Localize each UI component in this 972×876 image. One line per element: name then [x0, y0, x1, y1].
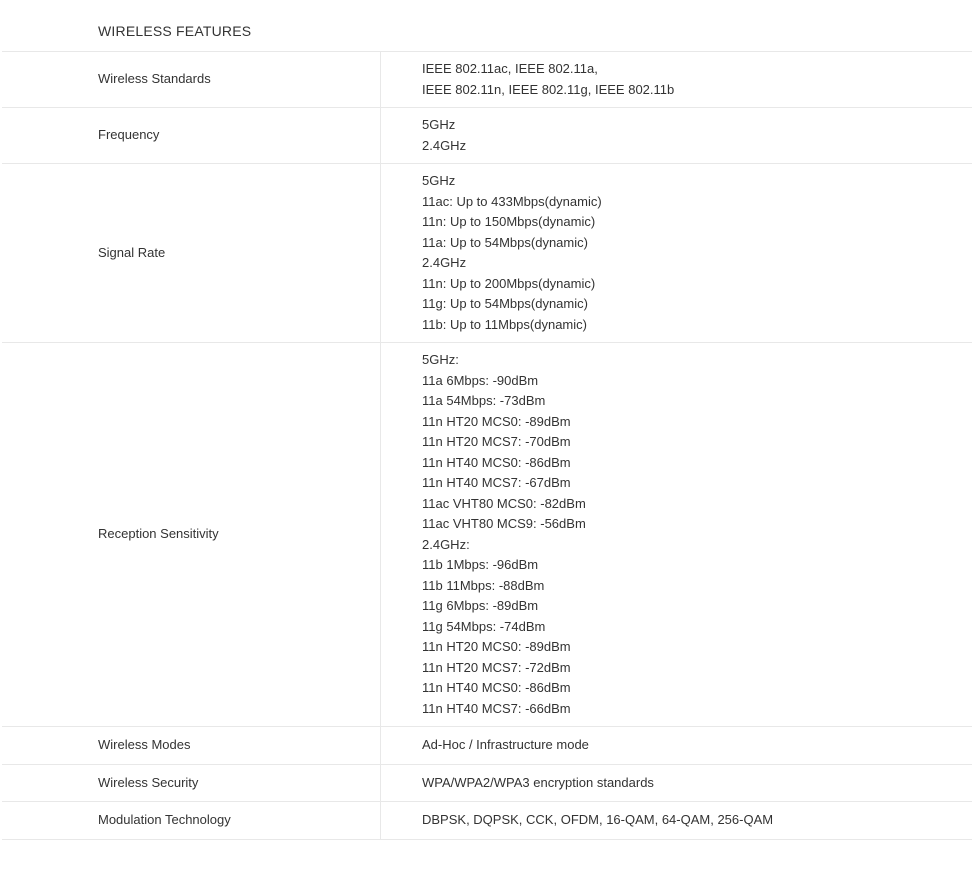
spec-table [2, 51, 972, 840]
spec-value-line: 2.4GHz [422, 137, 467, 153]
spec-row [2, 802, 972, 840]
spec-value [381, 802, 972, 840]
spec-value [381, 52, 972, 108]
spec-value [381, 108, 972, 164]
spec-label: Reception Sensitivity [2, 343, 381, 727]
spec-value [381, 164, 972, 343]
spec-value-line: 11ac: Up to 433Mbps(dynamic) [422, 193, 602, 209]
spec-value-line: 11g: Up to 54Mbps(dynamic) [422, 296, 588, 311]
spec-label: Signal Rate [2, 164, 381, 343]
spec-value-line: 11n: Up to 150Mbps(dynamic) [422, 214, 596, 229]
spec-value [381, 727, 972, 765]
spec-value-line: 11ac VHT80 MCS0: -82dBm [422, 495, 586, 511]
spec-value-line: 11ac VHT80 MCS9: -56dBm [422, 516, 586, 531]
spec-value-line: IEEE 802.11ac, IEEE 802.11a, [422, 61, 598, 76]
spec-value-line: 11a 6Mbps: -90dBm [422, 372, 539, 388]
spec-value-line: 11n HT40 MCS7: -66dBm [422, 700, 571, 716]
spec-row [2, 52, 972, 108]
spec-value-line: 11n HT20 MCS7: -70dBm [422, 434, 571, 449]
spec-row [2, 764, 972, 802]
spec-value-line: 11g 54Mbps: -74dBm [422, 618, 546, 634]
spec-value-line: 2.4GHz: [422, 536, 470, 552]
spec-row [2, 727, 972, 765]
spec-row [2, 108, 972, 164]
spec-value-line: 11b 1Mbps: -96dBm [422, 557, 539, 572]
spec-value-line: DBPSK, DQPSK, CCK, OFDM, 16-QAM, 64-QAM, 256-QAM [422, 812, 774, 827]
section-title: WIRELESS FEATURES [98, 23, 252, 39]
spec-value-line: 5GHz [422, 117, 456, 132]
spec-label: Wireless Standards [2, 52, 381, 108]
spec-value-line: 11n HT20 MCS0: -89dBm [422, 639, 571, 654]
spec-row [2, 164, 972, 343]
spec-value-line: 11n HT40 MCS0: -86dBm [422, 680, 571, 695]
spec-value-line: 11a 54Mbps: -73dBm [422, 393, 546, 408]
spec-value-line: 11n HT40 MCS7: -67dBm [422, 475, 571, 490]
spec-value-line: 11a: Up to 54Mbps(dynamic) [422, 234, 588, 250]
spec-value-line: 2.4GHz [422, 255, 467, 270]
spec-value-line: 5GHz [422, 173, 456, 188]
spec-value [381, 343, 972, 727]
spec-table-body [2, 52, 972, 840]
spec-value-line: Ad-Hoc / Infrastructure mode [422, 737, 589, 752]
spec-label: Modulation Technology [2, 802, 381, 840]
spec-value-line: WPA/WPA2/WPA3 encryption standards [422, 774, 654, 790]
spec-label: Wireless Modes [2, 727, 381, 765]
spec-value-line: 5GHz: [422, 352, 459, 367]
spec-value-line: 11n HT20 MCS7: -72dBm [422, 659, 571, 675]
spec-value-line: 11g 6Mbps: -89dBm [422, 598, 539, 613]
spec-value [381, 764, 972, 802]
spec-label: Frequency [2, 108, 381, 164]
spec-value-line: 11n HT40 MCS0: -86dBm [422, 454, 571, 470]
spec-value-line: 11b: Up to 11Mbps(dynamic) [422, 316, 587, 332]
spec-value-line: IEEE 802.11n, IEEE 802.11g, IEEE 802.11b [422, 81, 675, 97]
spec-value-line: 11b 11Mbps: -88dBm [422, 577, 545, 593]
spec-value-line: 11n HT20 MCS0: -89dBm [422, 413, 571, 429]
spec-row [2, 343, 972, 727]
spec-value-line: 11n: Up to 200Mbps(dynamic) [422, 275, 596, 291]
spec-label: Wireless Security [2, 764, 381, 802]
